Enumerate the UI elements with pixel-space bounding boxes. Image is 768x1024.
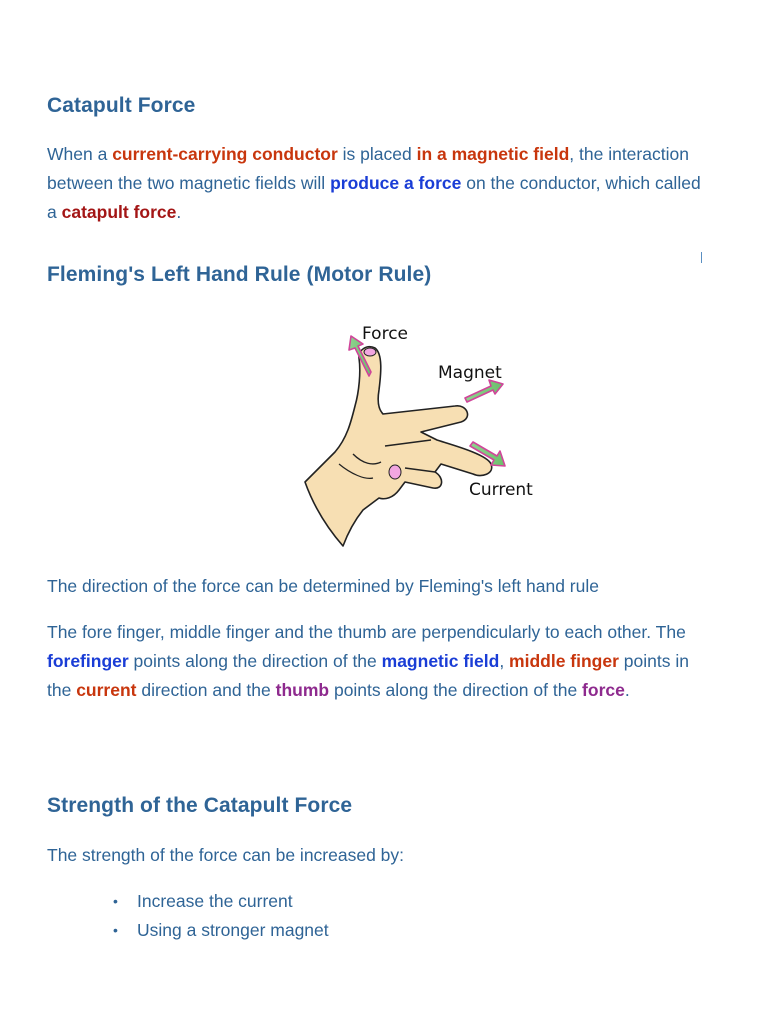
list-item: [113, 887, 329, 916]
label-current: Current: [469, 480, 533, 500]
keyword-middle-finger: middle finger: [509, 651, 619, 671]
text-span: points along the direction of the: [329, 680, 583, 700]
text-span: , the interaction between the two magnetic fields will: [47, 144, 689, 193]
list-item-text: Using a stronger magnet: [137, 920, 329, 940]
keyword-in-magnetic-field: in a magnetic field: [416, 144, 570, 164]
text-span: points in the: [47, 651, 689, 700]
hand-diagram: [255, 314, 533, 554]
text-span: direction and the: [136, 680, 276, 700]
text-span: When a: [47, 144, 113, 164]
ring-finger-nail: [389, 465, 401, 479]
paragraph-direction: The direction of the force can be determined by Fleming's left hand rule: [47, 576, 599, 596]
paragraph-fingers: [47, 618, 707, 705]
text-span: The fore finger, middle finger and the thumb are perpendicularly to each other. The: [47, 622, 686, 642]
keyword-produce-force: produce a force: [330, 173, 462, 193]
text-span: ,: [499, 651, 510, 671]
bullet-icon: •: [113, 893, 118, 909]
paragraph-catapult-intro: [47, 140, 707, 227]
strength-list: [47, 887, 329, 945]
heading-strength-of-catapult-force: Strength of the Catapult Force: [47, 794, 353, 817]
list-item: [113, 916, 329, 945]
heading-catapult-force: Catapult Force: [47, 94, 196, 117]
keyword-magnetic-field: magnetic field: [381, 651, 500, 671]
keyword-force: force: [582, 680, 625, 700]
text-span: on the conductor, which called a: [47, 173, 701, 222]
thumb-nail: [364, 348, 376, 356]
heading-flemings-left-hand-rule: Fleming's Left Hand Rule (Motor Rule): [47, 263, 432, 286]
keyword-thumb: thumb: [275, 680, 330, 700]
label-force: Force: [362, 324, 408, 344]
keyword-forefinger: forefinger: [47, 651, 129, 671]
keyword-catapult-force: catapult force: [61, 202, 177, 222]
text-span: is placed: [337, 144, 417, 164]
magnet-arrow: [465, 380, 503, 402]
keyword-current-carrying-conductor: current-carrying conductor: [112, 144, 338, 164]
list-item-text: Increase the current: [137, 891, 293, 911]
paragraph-strength-intro: The strength of the force can be increased by:: [47, 845, 405, 865]
keyword-current: current: [76, 680, 137, 700]
text-span: .: [176, 202, 182, 222]
text-span: points along the direction of the: [128, 651, 382, 671]
left-hand-rule-illustration: [255, 314, 533, 554]
text-span: .: [624, 680, 630, 700]
label-magnet: Magnet: [438, 363, 502, 383]
text-cursor-mark: [701, 252, 702, 263]
bullet-icon: •: [113, 922, 118, 938]
